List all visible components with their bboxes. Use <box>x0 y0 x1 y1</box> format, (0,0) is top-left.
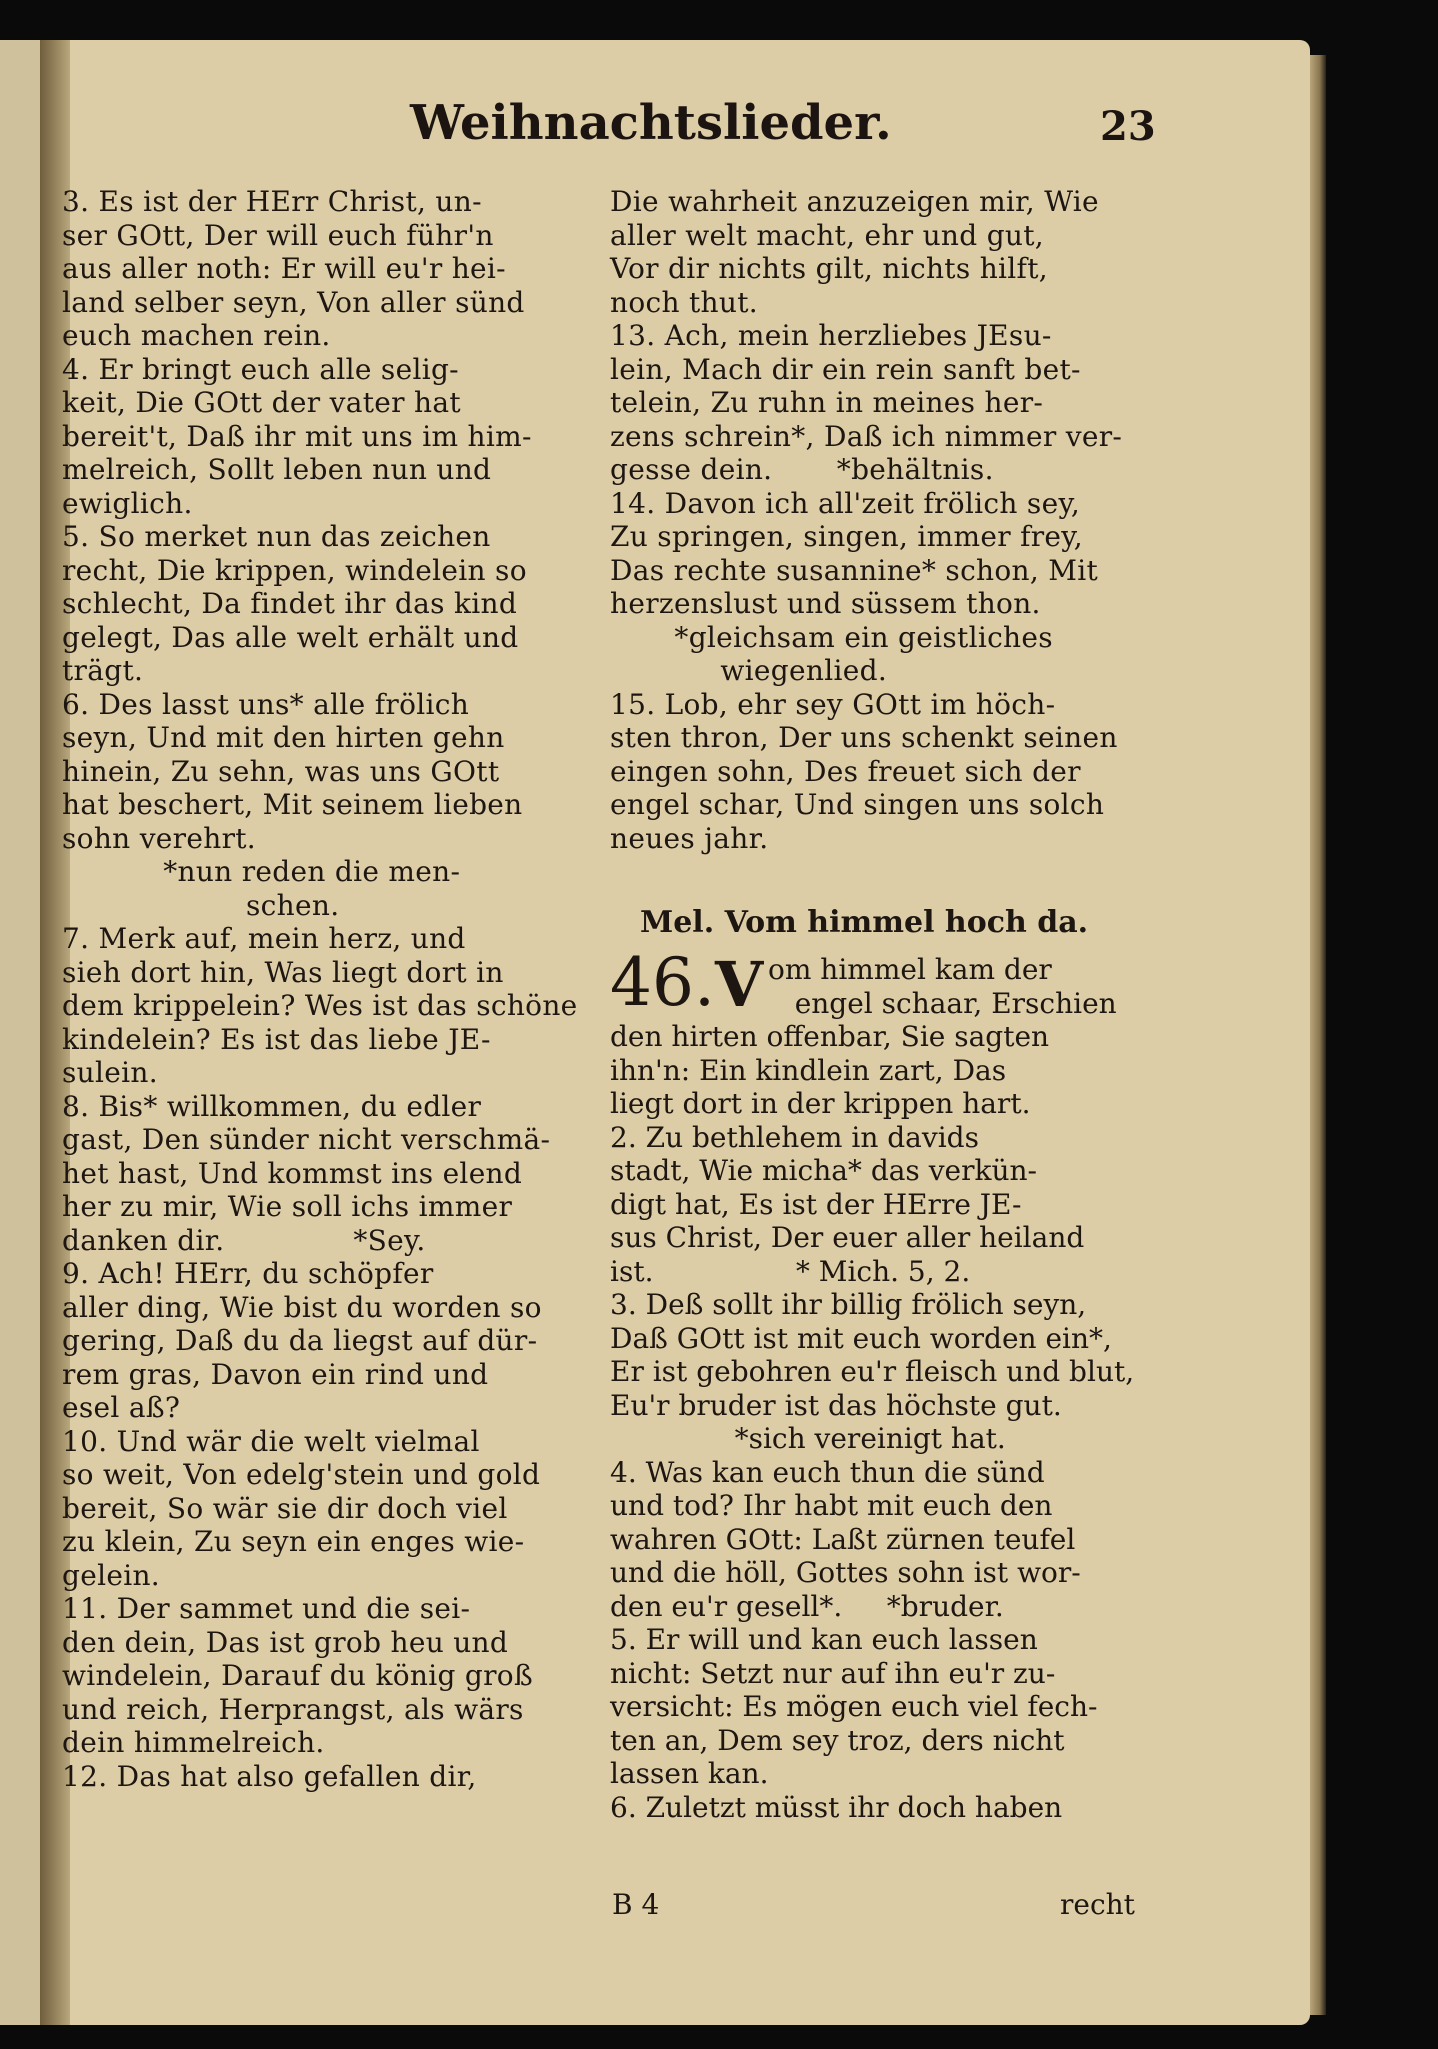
text-line: lassen kan. <box>610 1757 769 1790</box>
text-line: danken dir. *Sey. <box>62 1223 426 1257</box>
drop-cap: V <box>715 948 764 1021</box>
text-line: stadt, Wie micha* das verkün- <box>610 1154 1037 1187</box>
text-line: sieh dort hin, Was liegt dort in <box>62 955 504 989</box>
text-line: ten an, Dem sey troz, ders nicht <box>610 1723 1065 1757</box>
text-line: Eu'r bruder ist das höchste gut. <box>610 1388 1062 1422</box>
text-line: ihn'n: Ein kindlein zart, Das <box>610 1053 1007 1087</box>
text-line: wiegenlied. <box>610 654 888 687</box>
text-line: windelein, Darauf du könig groß <box>62 1659 533 1692</box>
text-line: 12. Das hat also gefallen dir, <box>62 1759 477 1793</box>
text-line: ist. * Mich. 5, 2. <box>610 1254 971 1288</box>
text-line: Vor dir nichts gilt, nichts hilft, <box>610 252 1048 285</box>
text-line: ewiglich. <box>62 486 193 520</box>
text-line: Die wahrheit anzuzeigen mir, Wie <box>610 185 1099 218</box>
text-line: 14. Davon ich all'zeit frölich sey, <box>610 486 1081 520</box>
text-line: *gleichsam ein geistliches <box>610 620 1053 654</box>
text-line: versicht: Es mögen euch viel fech- <box>610 1690 1098 1723</box>
text-line: gering, Daß du da liegst auf dür- <box>62 1324 538 1357</box>
text-line: seyn, Und mit den hirten gehn <box>62 721 505 754</box>
text-line: ser GOtt, Der will euch führ'n <box>62 218 494 252</box>
text-line: trägt. <box>62 654 144 687</box>
text-line: 6. Des lasst uns* alle frölich <box>62 687 470 721</box>
text-line: rem gras, Davon ein rind und <box>62 1357 489 1391</box>
text-line: 15. Lob, ehr sey GOtt im höch- <box>610 687 1056 721</box>
text-line: herzenslust und süssem thon. <box>610 587 1041 620</box>
text-line: gelein. <box>62 1558 161 1592</box>
text-line: 6. Zuletzt müsst ihr doch haben <box>610 1790 1063 1824</box>
text-line: aller welt macht, ehr und gut, <box>610 218 1045 252</box>
text-line: her zu mir, Wie soll ichs immer <box>62 1190 513 1223</box>
text-line: 10. Und wär die welt vielmal <box>62 1424 480 1458</box>
text-line: schlecht, Da findet ihr das kind <box>62 587 518 620</box>
text-line: und die höll, Gottes sohn ist wor- <box>610 1556 1081 1589</box>
text-line: Er ist gebohren eu'r fleisch und blut, <box>610 1355 1135 1388</box>
text-line: so weit, Von edelg'stein und gold <box>62 1458 541 1491</box>
text-line: hat beschert, Mit seinem lieben <box>62 788 523 821</box>
running-title: Weihnachtslieder. <box>410 95 892 151</box>
signature-mark: B 4 <box>612 1888 660 1921</box>
text-line: kindelein? Es ist das liebe JE- <box>62 1022 491 1056</box>
hymn-first-lines: om himmel kam der engel schaar, Erschien <box>768 953 1117 1020</box>
text-line: sohn verehrt. <box>62 821 257 855</box>
text-line: gesse dein. *behältnis. <box>610 453 994 486</box>
text-line: sten thron, Der uns schenkt seinen <box>610 721 1118 754</box>
text-line: digt hat, Es ist der HErre JE- <box>610 1187 1022 1221</box>
text-line: engel schar, Und singen uns solch <box>610 788 1105 821</box>
text-line: den hirten offenbar, Sie sagten <box>610 1020 1050 1053</box>
text-line: euch machen rein. <box>62 319 331 352</box>
text-line: zens schrein*, Daß ich nimmer ver- <box>610 419 1123 453</box>
text-line: lein, Mach dir ein rein sanft bet- <box>610 352 1081 386</box>
text-line: dem krippelein? Wes ist das schöne <box>62 989 578 1022</box>
text-line: bereit't, Daß ihr mit uns im him- <box>62 419 532 453</box>
page-fore-edge <box>1310 55 1326 2015</box>
text-line: *nun reden die men- <box>62 855 461 888</box>
right-text-column-top <box>610 185 1130 855</box>
text-line: 4. Was kan euch thun die sünd <box>610 1455 1045 1489</box>
text-line: 3. Deß sollt ihr billig frölich seyn, <box>610 1288 1087 1321</box>
melody-line: Mel. Vom himmel hoch da. <box>640 905 1089 940</box>
text-line: wahren GOtt: Laßt zürnen teufel <box>610 1522 1076 1556</box>
text-line: neues jahr. <box>610 821 769 855</box>
text-line: aller ding, Wie bist du worden so <box>62 1290 542 1324</box>
text-line: den eu'r gesell*. *bruder. <box>610 1589 1004 1623</box>
hymn-body <box>610 1020 1134 1824</box>
facing-page-edge <box>0 40 43 2025</box>
text-line: Zu springen, singen, immer frey, <box>610 520 1083 553</box>
catchword: recht <box>1060 1888 1135 1921</box>
hymn-number: 46. <box>610 944 715 1021</box>
text-line: 4. Er bringt euch alle selig- <box>62 352 459 386</box>
text-line: zu klein, Zu seyn ein enges wie- <box>62 1525 525 1558</box>
text-line: 3. Es ist der HErr Christ, un- <box>62 185 482 218</box>
text-line: bereit, So wär sie dir doch viel <box>62 1491 508 1525</box>
text-line: liegt dort in der krippen hart. <box>610 1087 1031 1120</box>
text-line: 9. Ach! HErr, du schöpfer <box>62 1257 434 1290</box>
text-line: Daß GOtt ist mit euch worden ein*, <box>610 1321 1112 1355</box>
text-line: esel aß? <box>62 1391 181 1424</box>
text-line: 11. Der sammet und die sei- <box>62 1592 471 1625</box>
text-line: und reich, Herprangst, als wärs <box>62 1692 524 1726</box>
text-line: telein, Zu ruhn in meines her- <box>610 386 1044 419</box>
text-line: 8. Bis* willkommen, du edler <box>62 1089 482 1123</box>
text-line: keit, Die GOtt der vater hat <box>62 386 461 419</box>
text-line: und tod? Ihr habt mit euch den <box>610 1489 1053 1522</box>
text-line: Das rechte susannine* schon, Mit <box>610 553 1099 587</box>
text-line: nicht: Setzt nur auf ihn eu'r zu- <box>610 1656 1056 1690</box>
text-line: het hast, Und kommst ins elend <box>62 1156 523 1190</box>
text-line: 2. Zu bethlehem in davids <box>610 1120 979 1154</box>
text-line: melreich, Sollt leben nun und <box>62 453 492 486</box>
text-line: gast, Den sünder nicht verschmä- <box>62 1123 551 1156</box>
text-line: schen. <box>62 888 340 922</box>
text-line: recht, Die krippen, windelein so <box>62 553 527 587</box>
text-line: sulein. <box>62 1056 158 1089</box>
text-line: 5. Er will und kan euch lassen <box>610 1623 1038 1656</box>
text-line: 7. Merk auf, mein herz, und <box>62 922 466 955</box>
text-line: 5. So merket nun das zeichen <box>62 520 491 553</box>
left-text-column <box>62 185 582 1793</box>
text-line: hinein, Zu sehn, was uns GOtt <box>62 754 500 788</box>
page-number: 23 <box>1100 103 1156 150</box>
page-header <box>80 85 1320 165</box>
text-line: eingen sohn, Des freuet sich der <box>610 754 1081 788</box>
text-line: land selber seyn, Von aller sünd <box>62 285 525 319</box>
text-line: gelegt, Das alle welt erhält und <box>62 620 519 654</box>
text-line: *sich vereinigt hat. <box>610 1422 1006 1455</box>
text-line: 13. Ach, mein herzliebes JEsu- <box>610 319 1052 352</box>
text-line: noch thut. <box>610 285 758 319</box>
text-line: aus aller noth: Er will eu'r hei- <box>62 252 506 285</box>
text-line: den dein, Das ist grob heu und <box>62 1625 509 1659</box>
text-line: sus Christ, Der euer aller heiland <box>610 1221 1085 1254</box>
text-line: dein himmelreich. <box>62 1726 325 1759</box>
